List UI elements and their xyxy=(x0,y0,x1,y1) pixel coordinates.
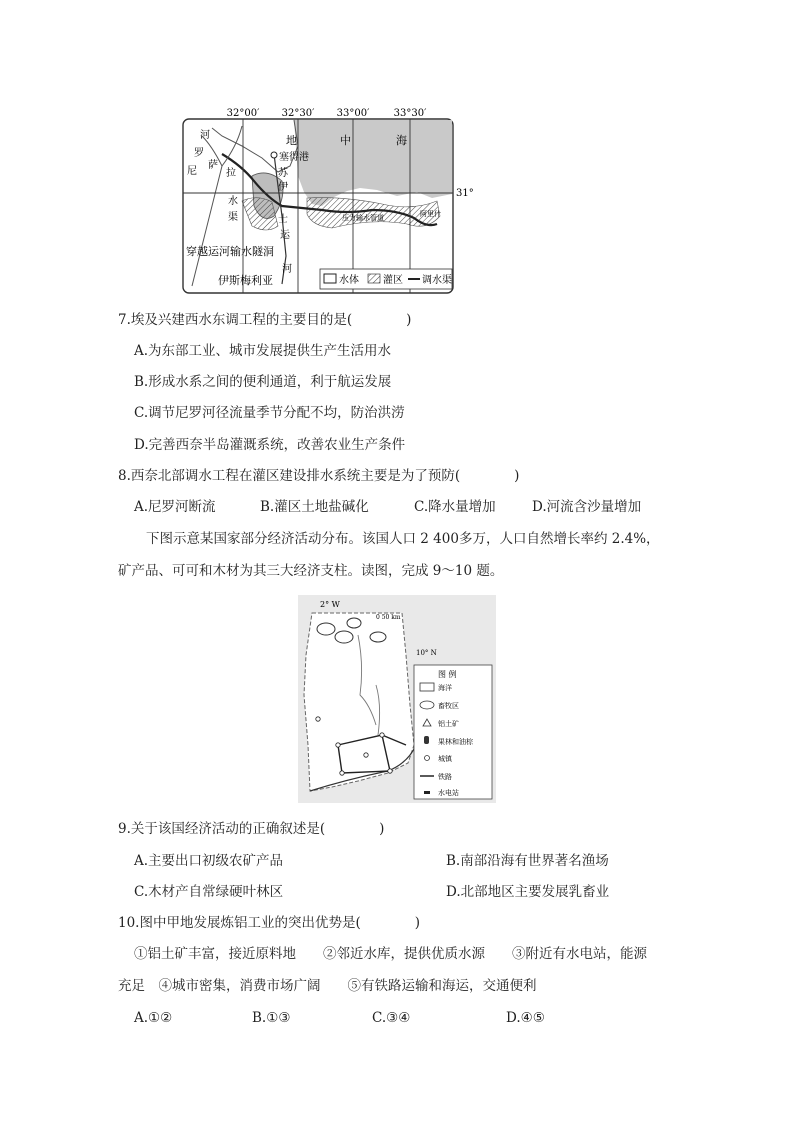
legend-water: 水体 xyxy=(339,275,359,286)
pipeline-label: 压力输水管道 xyxy=(342,214,384,222)
arish-label: 阿里什 xyxy=(420,210,441,218)
map2-legend-title: 图 例 xyxy=(438,670,457,679)
q7-option-b[interactable]: B.形成水系之间的便利通道，利于航运发展 xyxy=(134,374,392,390)
legend-livestock: 畜牧区 xyxy=(438,702,459,710)
legend-sea: 海洋 xyxy=(438,684,452,692)
q8-stem: 8.西奈北部调水工程在灌区建设排水系统主要是为了预防( ) xyxy=(118,468,520,484)
q7-stem: 7.埃及兴建西水东调工程的主要目的是( ) xyxy=(118,312,412,328)
q10-line-2: 充足 ④城市密集，消费市场广阔 ⑤有铁路运输和海运，交通便利 xyxy=(118,978,537,994)
lon-label-4: 33°30′ xyxy=(393,108,427,119)
lon-label-1: 32°00′ xyxy=(226,108,260,119)
q9-stem: 9.关于该国经济活动的正确叙述是( ) xyxy=(118,821,385,837)
canal-char-2: 渠 xyxy=(228,212,238,223)
legend-canal: 调水渠 xyxy=(422,275,452,286)
lon-label-3: 33°00′ xyxy=(336,108,370,119)
nile-label-3: 尼 xyxy=(187,166,197,177)
map2-lat-label: 10° N xyxy=(416,649,437,657)
intro-line-2: 矿产品、可可和木材为其三大经济支柱。读图，完成 9～10 题。 xyxy=(118,563,504,579)
ismailia-label: 伊斯梅利亚 xyxy=(218,274,273,287)
q7-option-d[interactable]: D.完善西奈半岛灌溉系统，改善农业生产条件 xyxy=(134,437,406,453)
damietta-label: 萨 xyxy=(208,160,218,171)
legend-town: 城镇 xyxy=(438,755,452,763)
suez-label-2: 伊 xyxy=(278,182,288,193)
intro-line-1: 下图示意某国家部分经济活动分布。该国人口 2 400多万，人口自然增长率约 2.4%， xyxy=(146,531,660,547)
sea-label-2: 中 xyxy=(340,134,351,147)
map2-scale-label: 0 50 km xyxy=(376,614,401,621)
map1-legend xyxy=(320,269,452,289)
map2-legend xyxy=(414,665,492,799)
la-label: 拉 xyxy=(226,168,236,179)
sea-label-1: 地 xyxy=(286,134,297,147)
lon-label-2: 32°30′ xyxy=(281,108,315,119)
q9-option-d[interactable]: D.北部地区主要发展乳畜业 xyxy=(446,884,610,900)
legend-hydropower: 水电站 xyxy=(438,789,459,797)
q10-option-a[interactable]: A.①② xyxy=(134,1010,173,1026)
lat-label: 31° xyxy=(456,188,474,199)
q9-option-a[interactable]: A.主要出口初级农矿产品 xyxy=(134,853,284,869)
legend-irrigation: 灌区 xyxy=(383,275,403,286)
suez-label-1: 苏 xyxy=(278,168,288,179)
q8-option-c[interactable]: C.降水量增加 xyxy=(414,499,496,515)
map2-lon-label: 2° W xyxy=(320,600,340,609)
q8-option-b[interactable]: B.灌区土地盐碱化 xyxy=(260,499,369,515)
nile-label-2: 罗 xyxy=(194,148,204,159)
nile-label-1: 河 xyxy=(200,130,210,141)
q8-option-d[interactable]: D.河流含沙量增加 xyxy=(532,499,642,515)
port-said-label: 塞得港 xyxy=(279,152,309,163)
legend-orchard: 果林和油棕 xyxy=(438,738,473,746)
suez-label-4: 运 xyxy=(280,230,290,241)
q9-option-b[interactable]: B.南部沿海有世界著名渔场 xyxy=(446,853,609,869)
q10-option-b[interactable]: B.①③ xyxy=(252,1010,291,1026)
q10-line-1: ①铝土矿丰富，接近原料地 ②邻近水库，提供优质水源 ③附近有水电站，能源 xyxy=(134,946,647,962)
canal-char-1: 水 xyxy=(228,196,238,207)
sea-label-3: 海 xyxy=(396,134,407,147)
map-economic-activity xyxy=(298,595,496,803)
tunnel-label: 穿越运河输水隧洞 xyxy=(186,245,274,258)
map-egypt-water-transfer xyxy=(182,106,474,294)
legend-bauxite: 铝土矿 xyxy=(438,720,459,728)
q10-stem: 10.图中甲地发展炼铝工业的突出优势是( ) xyxy=(118,915,421,931)
suez-label-3: 士 xyxy=(278,214,288,225)
q7-option-c[interactable]: C.调节尼罗河径流量季节分配不均，防治洪涝 xyxy=(134,405,405,421)
suez-label-5: 河 xyxy=(282,264,292,275)
q10-option-d[interactable]: D.④⑤ xyxy=(506,1010,545,1026)
q8-option-a[interactable]: A.尼罗河断流 xyxy=(134,499,216,515)
q9-option-c[interactable]: C.木材产自常绿硬叶林区 xyxy=(134,884,284,900)
q10-option-c[interactable]: C.③④ xyxy=(372,1010,411,1026)
q7-option-a[interactable]: A.为东部工业、城市发展提供生产生活用水 xyxy=(134,343,392,359)
legend-railway: 铁路 xyxy=(438,773,452,781)
port-said-marker xyxy=(271,152,277,158)
